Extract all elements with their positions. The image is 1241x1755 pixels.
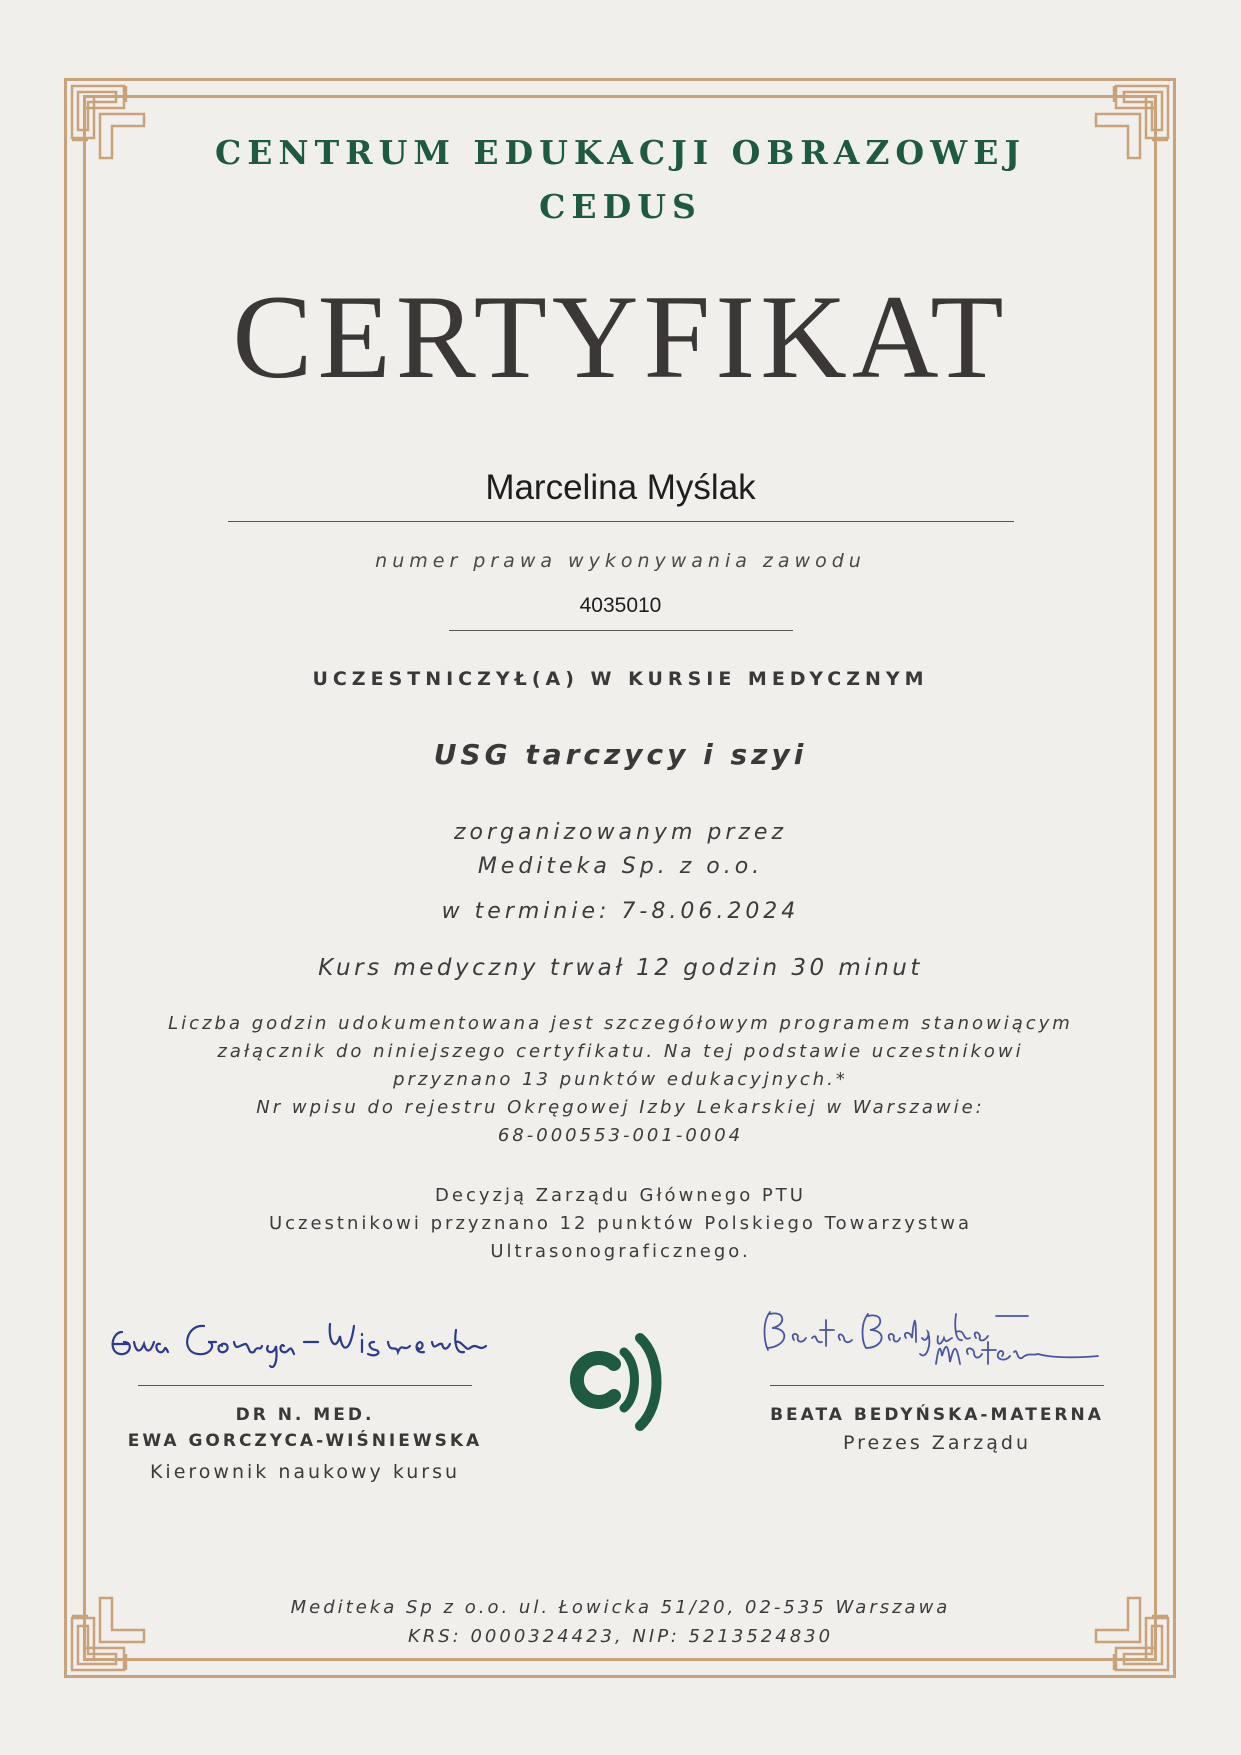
left-signatory-title: DR N. MED. (235, 1405, 375, 1425)
footer (0, 1593, 1241, 1651)
recipient-name: Marcelina Myślak (485, 468, 756, 507)
details-line: Nr wpisu do rejestru Okręgowej Izby Lekarskiej w Warszawie: (256, 1097, 985, 1118)
course-name: USG tarczycy i szyi (433, 738, 808, 771)
course-duration: Kurs medyczny trwał 12 godzin 30 minut (318, 955, 923, 981)
ptu-block (0, 1182, 1241, 1266)
right-handwritten-signature (756, 1302, 1116, 1372)
license-number: 4035010 (579, 594, 662, 617)
organizer-name: Mediteka Sp. z o.o. (477, 854, 764, 879)
details-line: przyznano 13 punktów edukacyjnych.* (393, 1069, 848, 1090)
right-signature-line (770, 1385, 1104, 1386)
organized-by-label: zorganizowanym przez (453, 820, 788, 845)
license-label: numer prawa wykonywania zawodu (375, 550, 866, 572)
details-block (0, 1010, 1241, 1150)
left-signatory-role: Kierownik naukowy kursu (149, 1461, 461, 1483)
details-line: załącznik do niniejszego certyfikatu. Na tej podstawie uczestnikowi (217, 1041, 1024, 1062)
ptu-line: Decyzją Zarządu Głównego PTU (435, 1185, 806, 1206)
organization-abbrev: CEDUS (539, 187, 702, 226)
footer-address: Mediteka Sp z o.o. ul. Łowicka 51/20, 02-535 Warszawa (290, 1597, 951, 1618)
ptu-line: Ultrasonograficznego. (490, 1241, 751, 1262)
participation-statement: UCZESTNICZYŁ(A) W KURSIE MEDYCZNYM (312, 668, 929, 690)
footer-registry: KRS: 0000324423, NIP: 5213524830 (407, 1626, 834, 1647)
organization-name: CENTRUM EDUKACJI OBRAZOWEJ (215, 133, 1026, 172)
ptu-line: Uczestnikowi przyznano 12 punktów Polskiego Towarzystwa (268, 1213, 973, 1234)
cedus-logo (570, 1330, 680, 1440)
right-signatory-role: Prezes Zarządu (843, 1432, 1031, 1454)
right-signatory-name: BEATA BEDYŃSKA-MATERNA (770, 1405, 1104, 1425)
license-number-underline (449, 630, 793, 631)
organization-header (0, 126, 1241, 234)
recipient-name-underline (228, 521, 1014, 522)
course-term: w terminie: 7-8.06.2024 (441, 899, 800, 924)
details-line: 68-000553-001-0004 (497, 1125, 744, 1146)
left-signatory-name-block (105, 1402, 505, 1454)
organizer-block (0, 816, 1241, 884)
details-line: Liczba godzin udokumentowana jest szczegółowym programem stanowiącym (168, 1013, 1073, 1034)
left-signature-line (138, 1385, 472, 1386)
left-handwritten-signature (104, 1312, 504, 1372)
certificate-title: CERTYFIKAT (232, 270, 1009, 403)
left-signatory-name: EWA GORCZYCA-WIŚNIEWSKA (127, 1431, 483, 1451)
